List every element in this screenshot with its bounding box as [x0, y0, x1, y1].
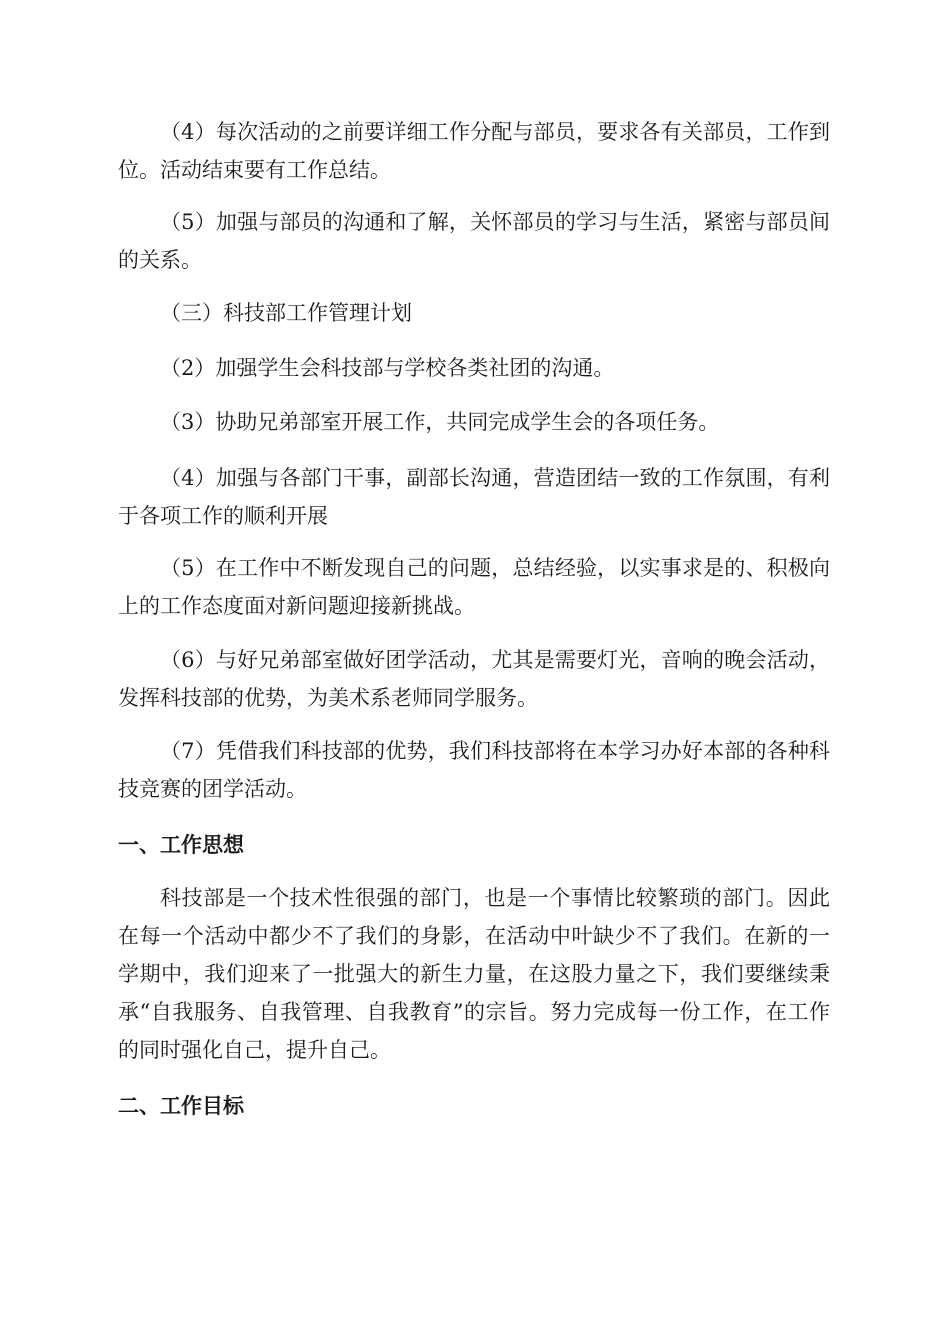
paragraph-5-member-communication: （5）加强与部员的沟通和了解，关怀部员的学习与生活，紧密与部员间的关系。 — [118, 210, 830, 272]
paragraph-6-evening-events: （6）与好兄弟部室做好团学活动，尤其是需要灯光，音响的晚会活动，发挥科技部的优势，为美术系老师同学服务。 — [118, 648, 830, 710]
paragraph-7-tech-competitions: （7）凭借我们科技部的优势，我们科技部将在本学习办好本部的各种科技竞赛的团学活动。 — [118, 739, 830, 801]
paragraph-5-self-improvement: （5）在工作中不断发现自己的问题，总结经验，以实事求是的、积极向上的工作态度面对新问题迎接新挑战。 — [118, 556, 830, 618]
paragraph-4-team-atmosphere: （4）加强与各部门干事，副部长沟通，营造团结一致的工作氛围，有利于各项工作的顺利开展 — [118, 466, 830, 528]
section-heading-work-thought: 一、工作思想 — [118, 833, 244, 857]
subsection-title-management-plan: （三）科技部工作管理计划 — [160, 301, 412, 325]
paragraph-2-club-communication: （2）加强学生会科技部与学校各类社团的沟通。 — [160, 356, 615, 380]
section-heading-work-goals: 二、工作目标 — [118, 1094, 244, 1118]
paragraph-4-activity-assignment: （4）每次活动的之前要详细工作分配与部员，要求各有关部员，工作到位。活动结束要有工作总结。 — [118, 120, 830, 182]
paragraph-3-assist-departments: （3）协助兄弟部室开展工作，共同完成学生会的各项任务。 — [160, 410, 720, 434]
work-thought-body: 科技部是一个技术性很强的部门，也是一个事情比较繁琐的部门。因此在每一个活动中都少不了我们的身影，在活动中叶缺少不了我们。在新的一学期中，我们迎来了一批强大的新生力量，在这股力量之下，我们要继续秉承“自我服务、自我管理、自我教育”的宗旨。努力完成每一份工作，在工作的同时强化自己，提升自己。 — [118, 886, 830, 1062]
